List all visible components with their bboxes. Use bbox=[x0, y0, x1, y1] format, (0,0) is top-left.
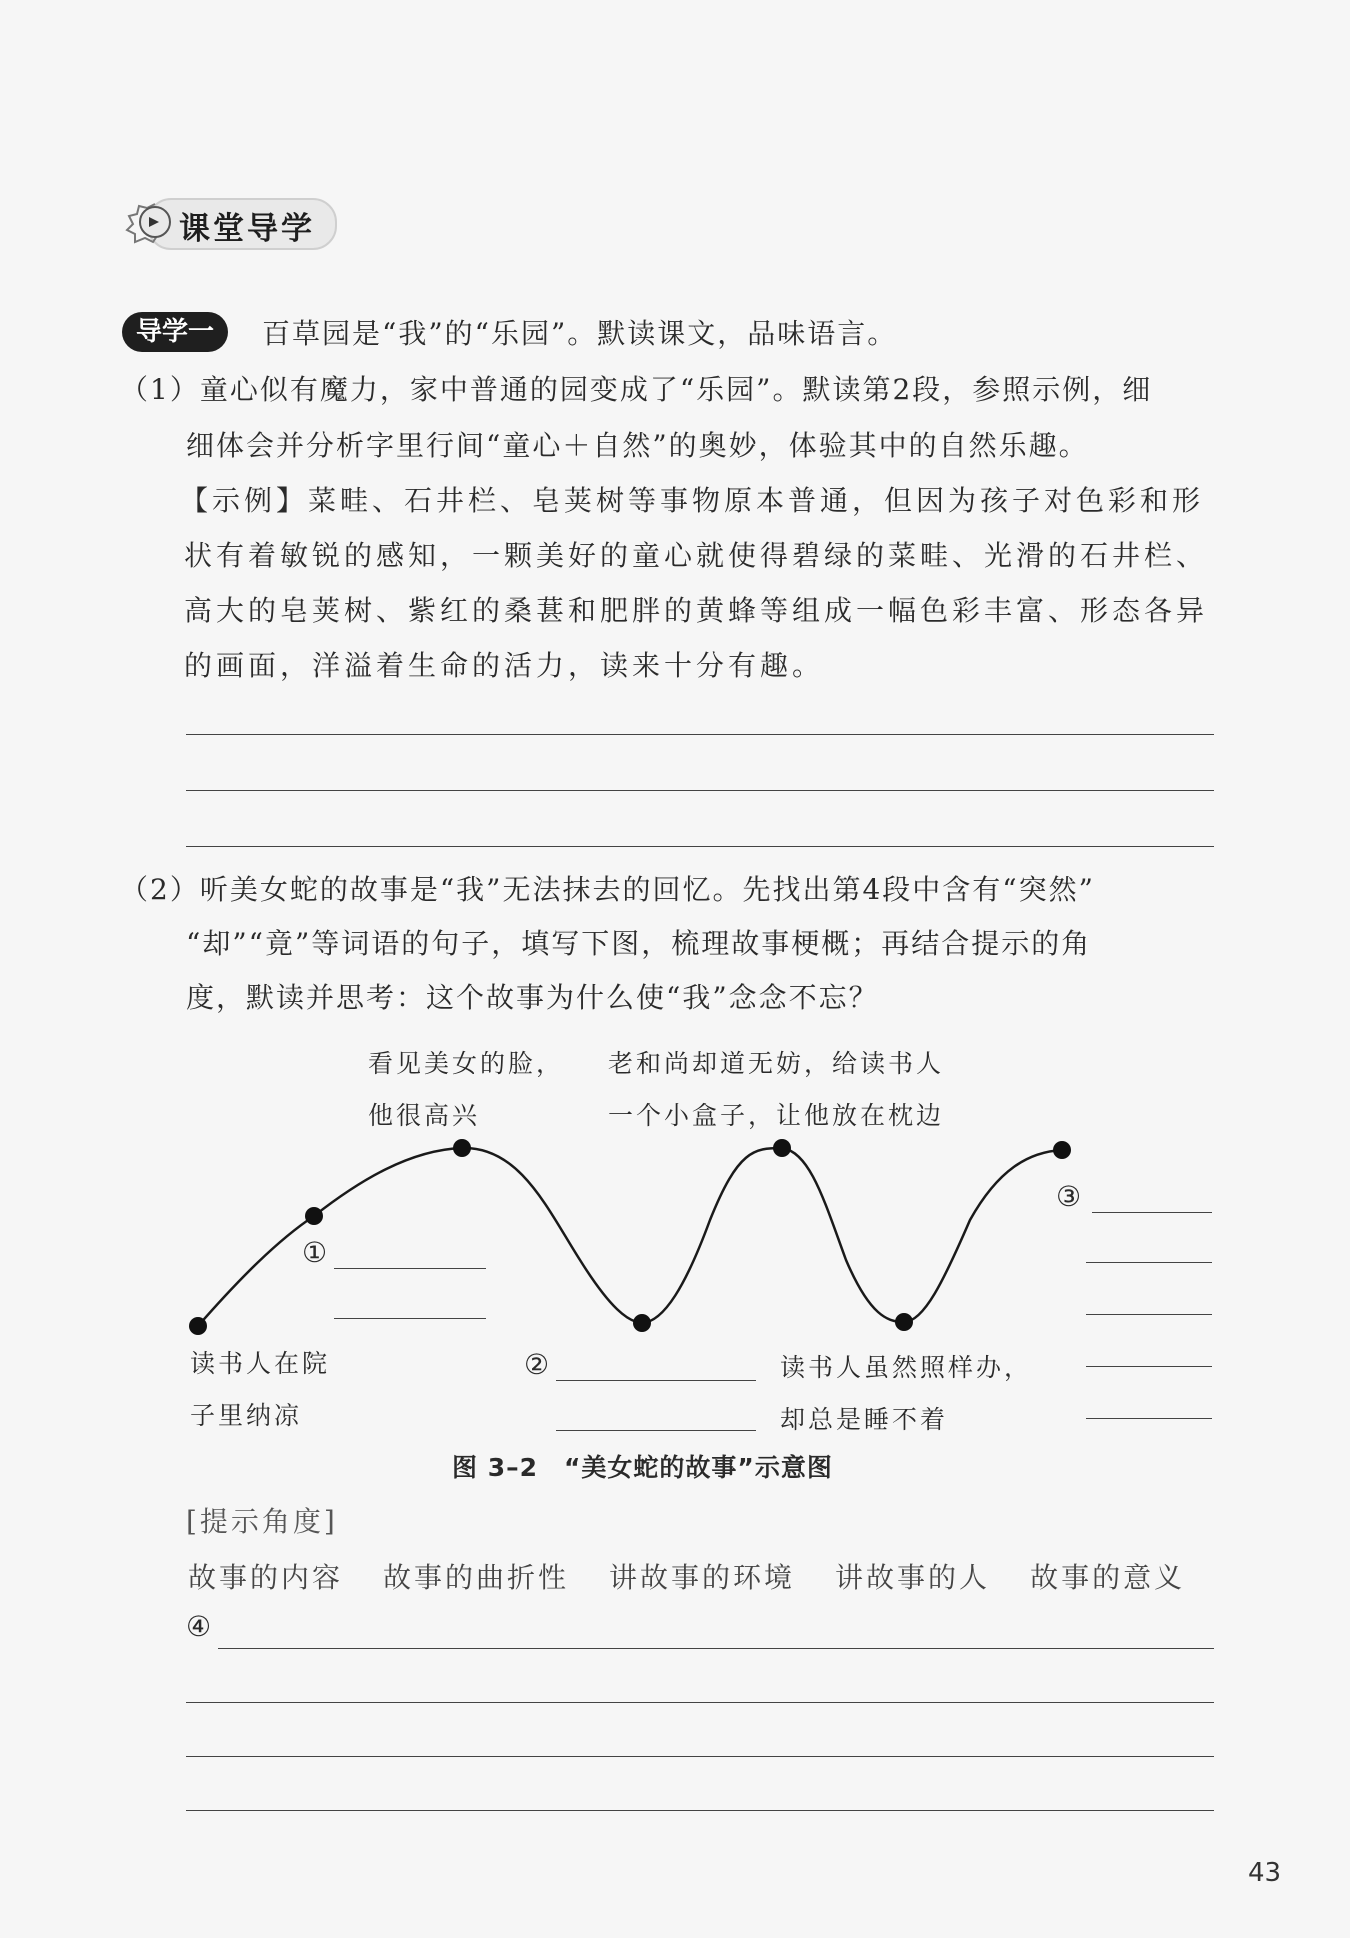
blank-2-line[interactable] bbox=[556, 1380, 756, 1381]
q1-line: （1）童心似有魔力，家中普通的园变成了“乐园”。默读第2段，参照示例，细 bbox=[120, 373, 1153, 406]
hint-item: 讲故事的环境 bbox=[609, 1561, 796, 1594]
hint-item: 故事的内容 bbox=[188, 1561, 344, 1594]
hint-item: 故事的意义 bbox=[1030, 1561, 1186, 1594]
blank-marker-3: ③ bbox=[1056, 1180, 1082, 1213]
story-point bbox=[189, 1317, 207, 1335]
example-line: 【示例】菜畦、石井栏、皂荚树等事物原本普通，但因为孩子对色彩和形 bbox=[180, 484, 1205, 517]
blank-3-line[interactable] bbox=[1086, 1366, 1212, 1367]
story-point bbox=[895, 1313, 913, 1331]
answer-4-line[interactable] bbox=[186, 1810, 1214, 1811]
diagram-label-c: 读书人在院 bbox=[190, 1349, 331, 1378]
guide-title: 百草园是“我”的“乐园”。默读课文，品味语言。 bbox=[262, 317, 898, 350]
diagram-label-d: 读书人虽然照样办， bbox=[780, 1353, 1033, 1382]
blank-2-line[interactable] bbox=[556, 1430, 756, 1431]
example-line: 的画面，洋溢着生命的活力，读来十分有趣。 bbox=[184, 649, 825, 682]
hint-items bbox=[188, 1556, 1185, 1596]
story-wave-curve bbox=[198, 1148, 1062, 1326]
q2-line: “却”“竟”等词语的句子，填写下图，梳理故事梗概；再结合提示的角 bbox=[186, 927, 1092, 960]
diagram-label-a: 他很高兴 bbox=[368, 1101, 481, 1130]
example-line: 高大的皂荚树、紫红的桑葚和肥胖的黄蜂等组成一幅色彩丰富、形态各异 bbox=[184, 594, 1209, 627]
example-line: 状有着敏锐的感知，一颗美好的童心就使得碧绿的菜畦、光滑的石井栏、 bbox=[184, 539, 1209, 572]
story-point bbox=[453, 1139, 471, 1157]
guide-pill: 导学一 bbox=[122, 312, 228, 352]
blank-3-line[interactable] bbox=[1086, 1418, 1212, 1419]
diagram-label-d: 却总是睡不着 bbox=[780, 1405, 949, 1434]
diagram-label-b: 一个小盒子，让他放在枕边 bbox=[608, 1101, 945, 1130]
answer-4-line[interactable] bbox=[186, 1756, 1214, 1757]
blank-3-line[interactable] bbox=[1086, 1314, 1212, 1315]
story-point bbox=[1053, 1141, 1071, 1159]
answer-4-line[interactable] bbox=[186, 1702, 1214, 1703]
answer-marker-4: ④ bbox=[186, 1610, 212, 1643]
story-point bbox=[633, 1314, 651, 1332]
hint-label: [提示角度] bbox=[186, 1505, 338, 1538]
blank-marker-1: ① bbox=[302, 1236, 328, 1269]
diagram-label-a: 看见美女的脸， bbox=[368, 1049, 565, 1078]
blank-1-line[interactable] bbox=[334, 1318, 486, 1319]
section-title: 课堂导学 bbox=[179, 211, 315, 247]
figure-caption: 图 3–2 “美女蛇的故事”示意图 bbox=[452, 1453, 833, 1482]
q2-line: （2）听美女蛇的故事是“我”无法抹去的回忆。先找出第4段中含有“突然” bbox=[120, 873, 1095, 906]
story-point bbox=[305, 1207, 323, 1225]
q1-line: 细体会并分析字里行间“童心＋自然”的奥妙，体验其中的自然乐趣。 bbox=[186, 429, 1089, 462]
story-point bbox=[773, 1139, 791, 1157]
blank-3-line[interactable] bbox=[1092, 1212, 1212, 1213]
diagram-label-c: 子里纳凉 bbox=[190, 1401, 303, 1430]
diagram-label-b: 老和尚却道无妨，给读书人 bbox=[608, 1049, 945, 1078]
blank-3-line[interactable] bbox=[1086, 1262, 1212, 1263]
blank-1-line[interactable] bbox=[334, 1268, 486, 1269]
hint-item: 讲故事的人 bbox=[835, 1561, 991, 1594]
hint-item: 故事的曲折性 bbox=[383, 1561, 570, 1594]
page-number: 43 bbox=[1248, 1858, 1282, 1888]
answer-4-line[interactable] bbox=[218, 1648, 1214, 1649]
blank-marker-2: ② bbox=[524, 1348, 550, 1381]
q2-line: 度，默读并思考：这个故事为什么使“我”念念不忘？ bbox=[186, 981, 879, 1014]
